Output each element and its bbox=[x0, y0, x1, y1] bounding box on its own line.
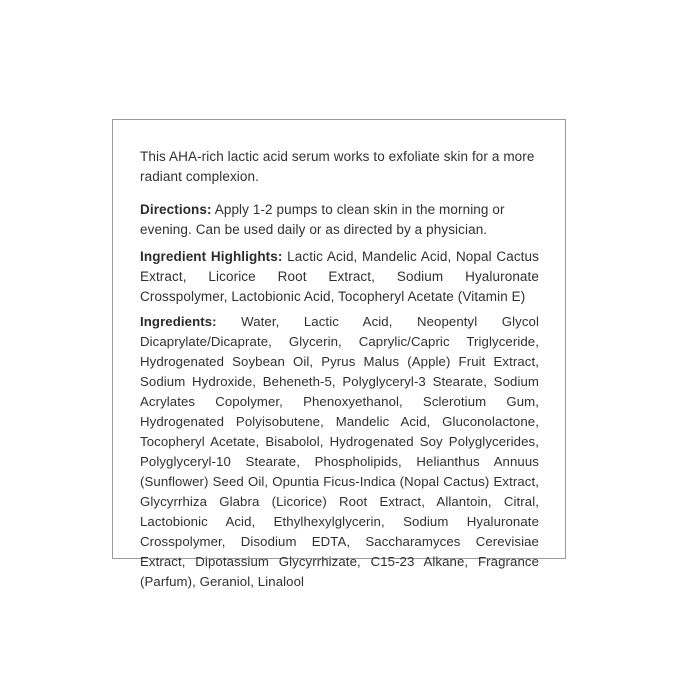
label-border-box bbox=[112, 119, 566, 589]
directions-text: Apply 1-2 pumps to clean skin in the morning or evening. Can be used daily or as directed by a physician. bbox=[140, 202, 505, 237]
ingredients-heading: Ingredients: bbox=[140, 314, 217, 329]
ingredients-text: Water, Lactic Acid, Neopentyl Glycol Dicaprylate/Dicaprate, Glycerin, Caprylic/Capric Triglyceride, Hydrogenated Soybean Oil, Pyrus Malus (Apple) Fruit Extract, Sodium Hydroxide, Beheneth-5, Polyglyceryl-3 Stearate, Sodium Acrylates Copolymer, Phenoxyethanol, Sclerotium Gum, Hydrogenated Polyisobutene, Mandelic Acid, Gluconolactone, Tocopheryl Acetate, Bisabolol, Hydrogenated Soy Polyglycerides, Polyglyceryl-10 Stearate, Phospholipids, Helianthus Annuus (Sunflower) Seed Oil, Opuntia Ficus-Indica (Nopal Cactus) Extract, Glycyrrhiza Glabra (Licorice) Root Extract, Allantoin, Citral, Lactobionic Acid, Ethylhexylglycerin, Sodium Hyaluronate Crosspolymer, Disodium EDTA, Saccharamyces Cerevisiae Extract, Dipotassium Glycyrrhizate, C15-23 Alkane, Fragrance (Parfum), Geraniol, Linalool bbox=[140, 314, 539, 589]
ingredients-paragraph bbox=[140, 312, 539, 592]
label-text-area bbox=[113, 120, 565, 592]
ingredient-highlights-heading: Ingredient Highlights: bbox=[140, 249, 283, 264]
product-description: This AHA-rich lactic acid serum works to exfoliate skin for a more radiant complexion. bbox=[140, 149, 535, 184]
ingredient-highlights-text: Lactic Acid, Mandelic Acid, Nopal Cactus Extract, Licorice Root Extract, Sodium Hyaluronate Crosspolymer, Lactobionic Acid, Tocopheryl Acetate (Vitamin E) bbox=[140, 249, 539, 304]
ingredient-highlights-paragraph bbox=[140, 247, 539, 307]
directions-heading: Directions: bbox=[140, 202, 212, 217]
directions-paragraph bbox=[140, 200, 539, 240]
